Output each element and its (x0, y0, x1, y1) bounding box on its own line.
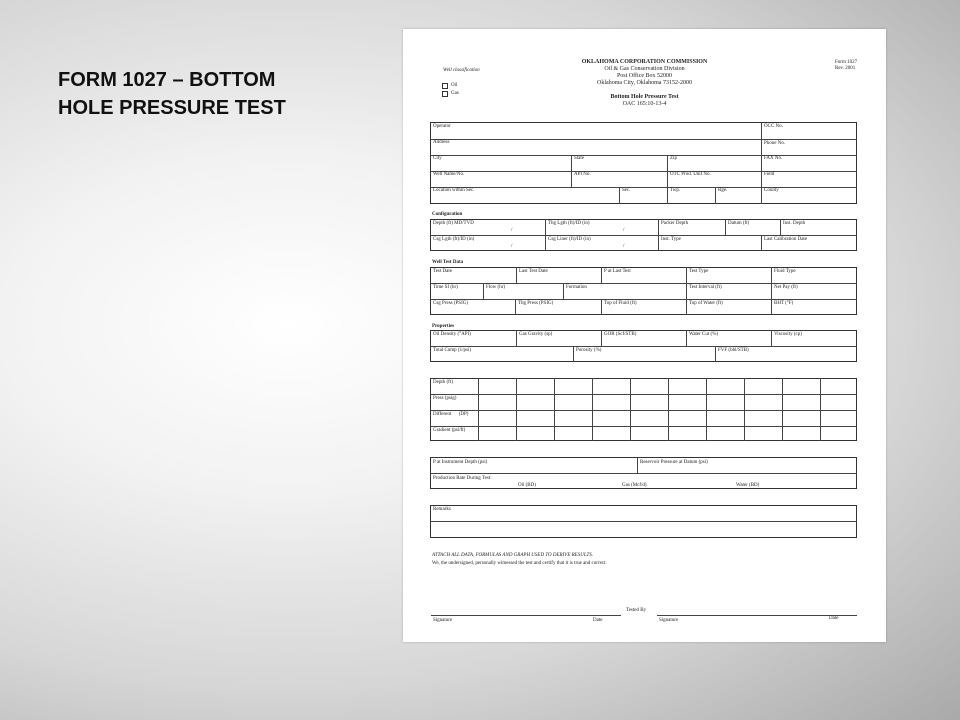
gas-rate-field[interactable]: Gas (Mcf/d) (622, 483, 647, 488)
porosity-field[interactable]: Porosity (%) (576, 348, 602, 353)
certify-statement: We, the undersigned, personally witnessed the test and certify that it is true and correct. (432, 561, 607, 566)
sec-field[interactable]: Sec. (622, 188, 631, 193)
oil-checkbox[interactable] (442, 83, 448, 89)
county-field[interactable]: County (764, 188, 779, 193)
oil-checkbox-label: Oil (451, 83, 458, 88)
field-field[interactable]: Field (764, 172, 775, 177)
tbg-length-field[interactable]: Tbg Lgth (ft)/ID (in) (548, 221, 590, 226)
zip-field[interactable]: Zip (670, 156, 677, 161)
time-si-field[interactable]: Time SI (hr) (433, 285, 458, 290)
grid-row-label: Different (DP) (433, 412, 469, 417)
date-label-2: Date (829, 616, 839, 621)
slide-title-line-2: HOLE PRESSURE TEST (58, 97, 286, 119)
remarks-label: Remarks (433, 507, 451, 512)
p-last-test-field[interactable]: P at Last Test (604, 269, 631, 274)
net-pay-field[interactable]: Net Pay (ft) (774, 285, 798, 290)
signature-line-1[interactable] (431, 615, 621, 616)
slide-title-line-1: FORM 1027 – BOTTOM (58, 69, 276, 91)
datum-field[interactable]: Datum (ft) (728, 221, 750, 226)
csg-length-field[interactable]: Csg Lgth (ft)/ID (in) (433, 237, 475, 242)
properties-heading: Properties (432, 324, 455, 329)
csg-press-field[interactable]: Csg Press (PSIG) (433, 301, 469, 306)
phone-field[interactable]: Phone No. (764, 141, 786, 146)
total-comp-field[interactable]: Total Comp (1/psi) (433, 348, 471, 353)
configuration-heading: Configuration (432, 212, 463, 217)
slide-title (58, 66, 358, 122)
top-water-field[interactable]: Top of Water (ft) (689, 301, 723, 306)
csg-slash: / (511, 244, 513, 249)
address-field[interactable]: Address (433, 140, 450, 145)
well-name-field[interactable]: Well Name/No. (433, 172, 465, 177)
last-test-date-field[interactable]: Last Test Date (519, 269, 548, 274)
gas-checkbox-label: Gas (451, 91, 459, 96)
form-division: Oil & Gas Conservation Division (604, 66, 685, 72)
depth-slash: / (511, 228, 513, 233)
grid-row-label: Depth (ft) (433, 380, 453, 385)
city-field[interactable]: City (433, 156, 442, 161)
test-date-field[interactable]: Test Date (433, 269, 452, 274)
tbg-slash: / (623, 228, 625, 233)
water-cut-field[interactable]: Water Cut (%) (689, 332, 719, 337)
top-fluid-field[interactable]: Top of Fluid (ft) (604, 301, 637, 306)
oil-rate-field[interactable]: Oil (BD) (518, 483, 536, 488)
gas-checkbox[interactable] (442, 91, 448, 97)
liner-slash: / (623, 244, 625, 249)
oil-density-field[interactable]: Oil Density (°API) (433, 332, 471, 337)
well-classification-label: Well classification (443, 68, 480, 73)
reservoir-pressure-field[interactable]: Reservoir Pressure at Datum (psi) (640, 460, 708, 465)
formation-field[interactable]: Formation (566, 285, 587, 290)
bht-field[interactable]: BHT (°F) (774, 301, 794, 306)
signature-label-2: Signature (659, 618, 679, 623)
p-instrument-field[interactable]: P at Instrument Depth (psi) (433, 460, 488, 465)
general-info-table (430, 122, 857, 204)
form-agency: OKLAHOMA CORPORATION COMMISSION (581, 59, 708, 65)
form-1027-image (403, 29, 886, 642)
otc-field[interactable]: OTC Prod. Unit No. (670, 172, 711, 177)
api-field[interactable]: API No. (574, 172, 591, 177)
tbg-press-field[interactable]: Tbg Press (PSIG) (518, 301, 554, 306)
operator-field[interactable]: Operator (433, 124, 451, 129)
water-rate-field[interactable]: Water (BD) (736, 483, 760, 488)
production-rate-label: Production Rate During Test: (433, 476, 492, 481)
grid-row-label: Press (psig) (433, 396, 457, 401)
tested-by-label: Tested By (626, 608, 647, 613)
form-city-address: Oklahoma City, Oklahoma 73152-2000 (597, 80, 692, 86)
rge-field[interactable]: Rge. (718, 188, 728, 193)
form-oac: OAC 165:10-13-4 (622, 101, 667, 107)
form-title: Bottom Hole Pressure Test (610, 94, 679, 100)
inst-type-field[interactable]: Inst. Type (661, 237, 681, 242)
last-calibration-field[interactable]: Last Calibration Date (764, 237, 808, 242)
form-number: Form 1027 (835, 60, 858, 65)
packer-depth-field[interactable]: Packer Depth (661, 221, 689, 226)
fax-field[interactable]: FAX No. (764, 156, 783, 161)
form-po-box: Post Office Box 52000 (616, 73, 673, 79)
signature-line-2[interactable] (657, 615, 857, 616)
signature-label-1: Signature (433, 618, 453, 623)
state-field[interactable]: State (574, 156, 584, 161)
occ-no-field[interactable]: OCC No. (764, 124, 783, 129)
flow-field[interactable]: Flow (hr) (486, 285, 506, 290)
test-type-field[interactable]: Test Type (689, 269, 709, 274)
test-interval-field[interactable]: Test Interval (ft) (689, 285, 722, 290)
attach-note: ATTACH ALL DATA, FORMULAS AND GRAPH USED TO DERIVE RESULTS. (432, 553, 594, 558)
depth-field[interactable]: Depth (ft) MD/TVD (433, 221, 474, 226)
fluid-type-field[interactable]: Fluid Type (774, 269, 796, 274)
fvf-field[interactable]: FVF (bbl/STB) (718, 348, 749, 353)
date-label-1: Date (593, 618, 603, 623)
viscosity-field[interactable]: Viscosity (cp) (774, 332, 802, 337)
well-test-heading: Well Test Data (432, 260, 464, 265)
csg-liner-field[interactable]: Csg Liner (ft)/ID (in) (548, 237, 591, 242)
form-revision: Rev. 2001 (835, 66, 856, 71)
gas-gravity-field[interactable]: Gas Gravity (sp) (519, 332, 553, 337)
inst-depth-field[interactable]: Inst. Depth (783, 221, 806, 226)
grid-row-label: Gradient (psi/ft) (433, 428, 466, 433)
twp-field[interactable]: Twp. (670, 188, 681, 193)
location-field[interactable]: Location within Sec. (433, 188, 475, 193)
gor-field[interactable]: GOR (Scf/STB) (604, 332, 637, 337)
